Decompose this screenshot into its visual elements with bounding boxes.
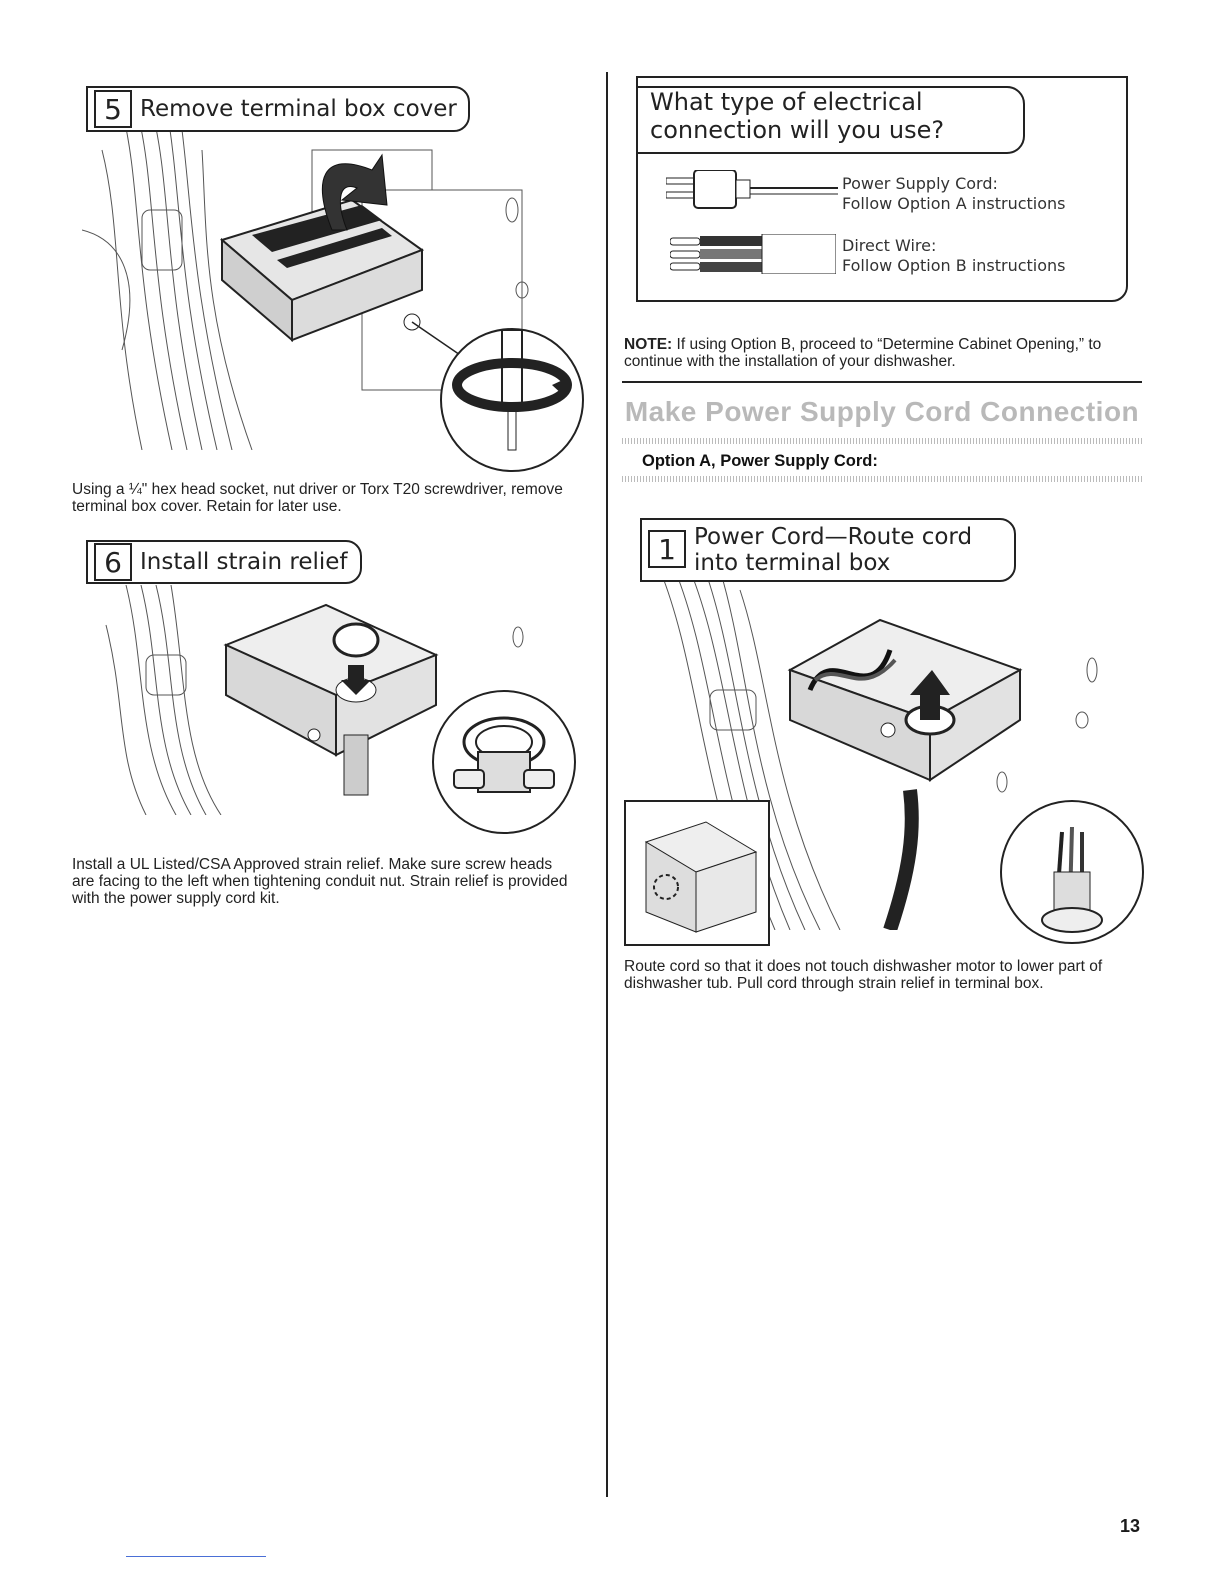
step-title-line2: into terminal box [694,550,891,576]
step-6-caption: Install a UL Listed/CSA Approved strain relief. Make sure screw heads are facing to the left when tightening conduit nut. Strain relief is provided with the power supply cord kit. [72,856,568,907]
note-text [624,336,1144,370]
screwdriver-detail [440,328,584,472]
direct-wire-icon [670,234,836,274]
step-number: 1 [648,530,686,568]
dishwasher-detail [624,800,770,946]
step-title [694,520,972,576]
section-stripe [622,438,1142,444]
section-stripe [622,476,1142,482]
strain-relief-detail [432,690,576,834]
strain-relief-icon [434,692,574,832]
step-6-title-tab [86,540,362,584]
step-title: Install strain relief [140,549,348,575]
screwdriver-icon [442,330,582,470]
footer-line [126,1556,266,1557]
option-a-line2: Follow Option A instructions [842,194,1066,213]
option-a-label [842,174,1065,214]
power-plug-icon [666,170,838,212]
dishwasher-icon [626,802,768,944]
option-a-heading: Option A, Power Supply Cord: [642,452,878,470]
step-number: 6 [94,543,132,581]
panel-title-line1: What type of electrical [650,88,923,116]
option-b-line1: Direct Wire: [842,236,937,255]
panel-title-line2: connection will you use? [650,116,945,144]
column-divider [606,72,608,1497]
step-1-title-tab [640,518,1016,582]
panel-title [650,88,944,144]
note-body: If using Option B, proceed to “Determine Cabinet Opening,” to continue with the installation of your dishwasher. [624,336,1102,370]
cord-detail [1000,800,1144,944]
step-title-line1: Power Cord—Route cord [694,524,973,550]
step-number: 5 [94,90,132,128]
step-1-caption: Route cord so that it does not touch dishwasher motor to lower part of dishwasher tub. Pull cord through strain relief in terminal box. [624,958,1103,992]
section-divider [622,381,1142,383]
option-b-line2: Follow Option B instructions [842,256,1066,275]
option-b-label [842,236,1066,276]
step-5-title-tab [86,86,470,132]
section-title: Make Power Supply Cord Connection [624,396,1140,427]
note-label: NOTE: [624,336,673,353]
cord-wires-icon [1002,802,1142,942]
option-a-line1: Power Supply Cord: [842,174,998,193]
step-5-caption: Using a ¼" hex head socket, nut driver or Torx T20 screwdriver, remove terminal box cover. Retain for later use. [72,481,563,515]
page-number: 13 [1120,1516,1141,1536]
step-title: Remove terminal box cover [140,96,457,122]
